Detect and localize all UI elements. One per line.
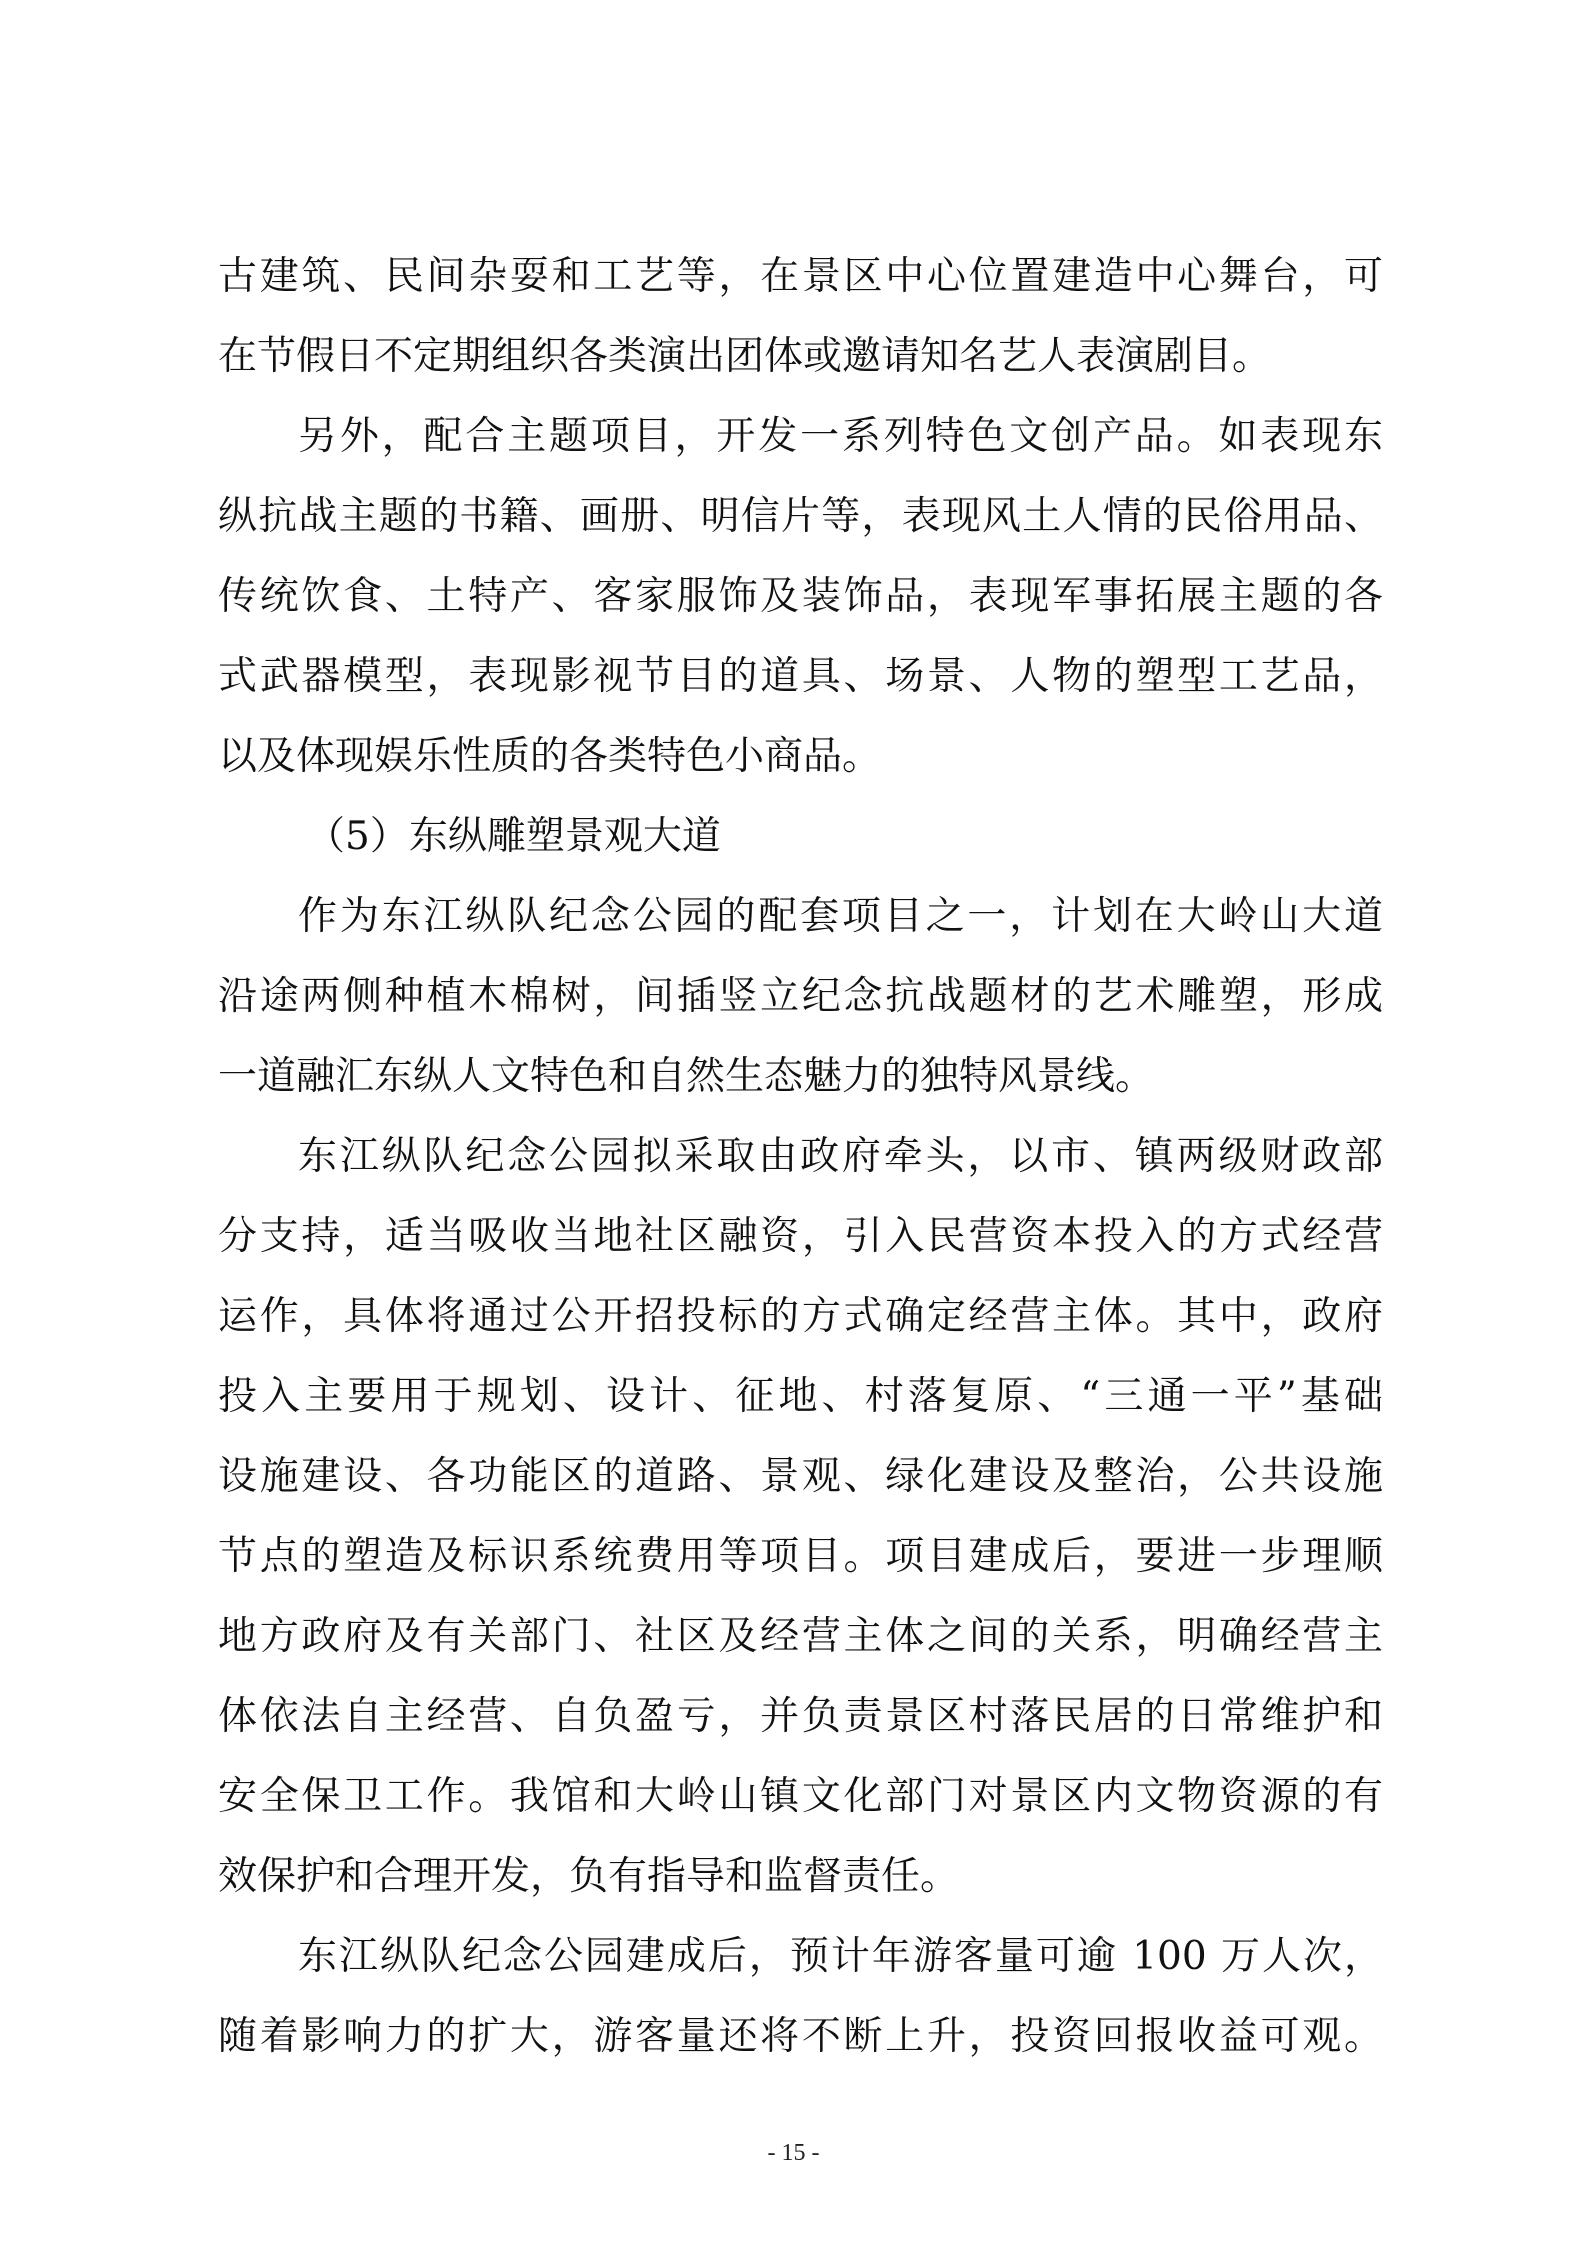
- page-number: - 15 -: [767, 2140, 820, 2166]
- text-line: 沿途两侧种植木棉树，间插竖立纪念抗战题材的艺术雕塑，形成: [218, 974, 1383, 1019]
- paragraph-start-line: 另外，配合主题项目，开发一系列特色文创产品。如表现东: [298, 414, 1383, 459]
- paragraph-start-line: 东江纵队纪念公园拟采取由政府牵头，以市、镇两级财政部: [298, 1134, 1383, 1179]
- text-line: 式武器模型，表现影视节目的道具、场景、人物的塑型工艺品，: [218, 654, 1383, 699]
- text-line: 古建筑、民间杂耍和工艺等，在景区中心位置建造中心舞台，可: [218, 254, 1383, 299]
- text-line: 安全保卫工作。我馆和大岭山镇文化部门对景区内文物资源的有: [218, 1774, 1383, 1819]
- text-line: 分支持，适当吸收当地社区融资，引入民营资本投入的方式经营: [218, 1214, 1383, 1259]
- text-line: 纵抗战主题的书籍、画册、明信片等，表现风土人情的民俗用品、: [218, 494, 1383, 539]
- section-heading: （5）东纵雕塑景观大道: [306, 814, 721, 859]
- text-line: 运作，具体将通过公开招投标的方式确定经营主体。其中，政府: [218, 1294, 1383, 1339]
- text-line: 设施建设、各功能区的道路、景观、绿化建设及整治，公共设施: [218, 1454, 1383, 1499]
- text-line: 节点的塑造及标识系统费用等项目。项目建成后，要进一步理顺: [218, 1534, 1383, 1579]
- text-line: 在节假日不定期组织各类演出团体或邀请知名艺人表演剧目。: [218, 334, 1272, 379]
- paragraph-start-line: 作为东江纵队纪念公园的配套项目之一，计划在大岭山大道: [298, 894, 1383, 939]
- text-line: 体依法自主经营、自负盈亏，并负责景区村落民居的日常维护和: [218, 1694, 1383, 1739]
- body-text: [218, 237, 1383, 2077]
- text-line: 效保护和合理开发，负有指导和监督责任。: [218, 1854, 960, 1899]
- text-line: 传统饮食、土特产、客家服饰及装饰品，表现军事拓展主题的各: [218, 574, 1383, 619]
- text-line: 地方政府及有关部门、社区及经营主体之间的关系，明确经营主: [218, 1614, 1383, 1659]
- text-line: 随着影响力的扩大，游客量还将不断上升，投资回报收益可观。: [218, 2014, 1383, 2059]
- text-line: 投入主要用于规划、设计、征地、村落复原、“三通一平”基础: [218, 1374, 1383, 1419]
- text-line: 以及体现娱乐性质的各类特色小商品。: [218, 734, 882, 779]
- text-line: 一道融汇东纵人文特色和自然生态魅力的独特风景线。: [218, 1054, 1155, 1099]
- paragraph-start-line: 东江纵队纪念公园建成后，预计年游客量可逾 100 万人次，: [298, 1934, 1383, 1979]
